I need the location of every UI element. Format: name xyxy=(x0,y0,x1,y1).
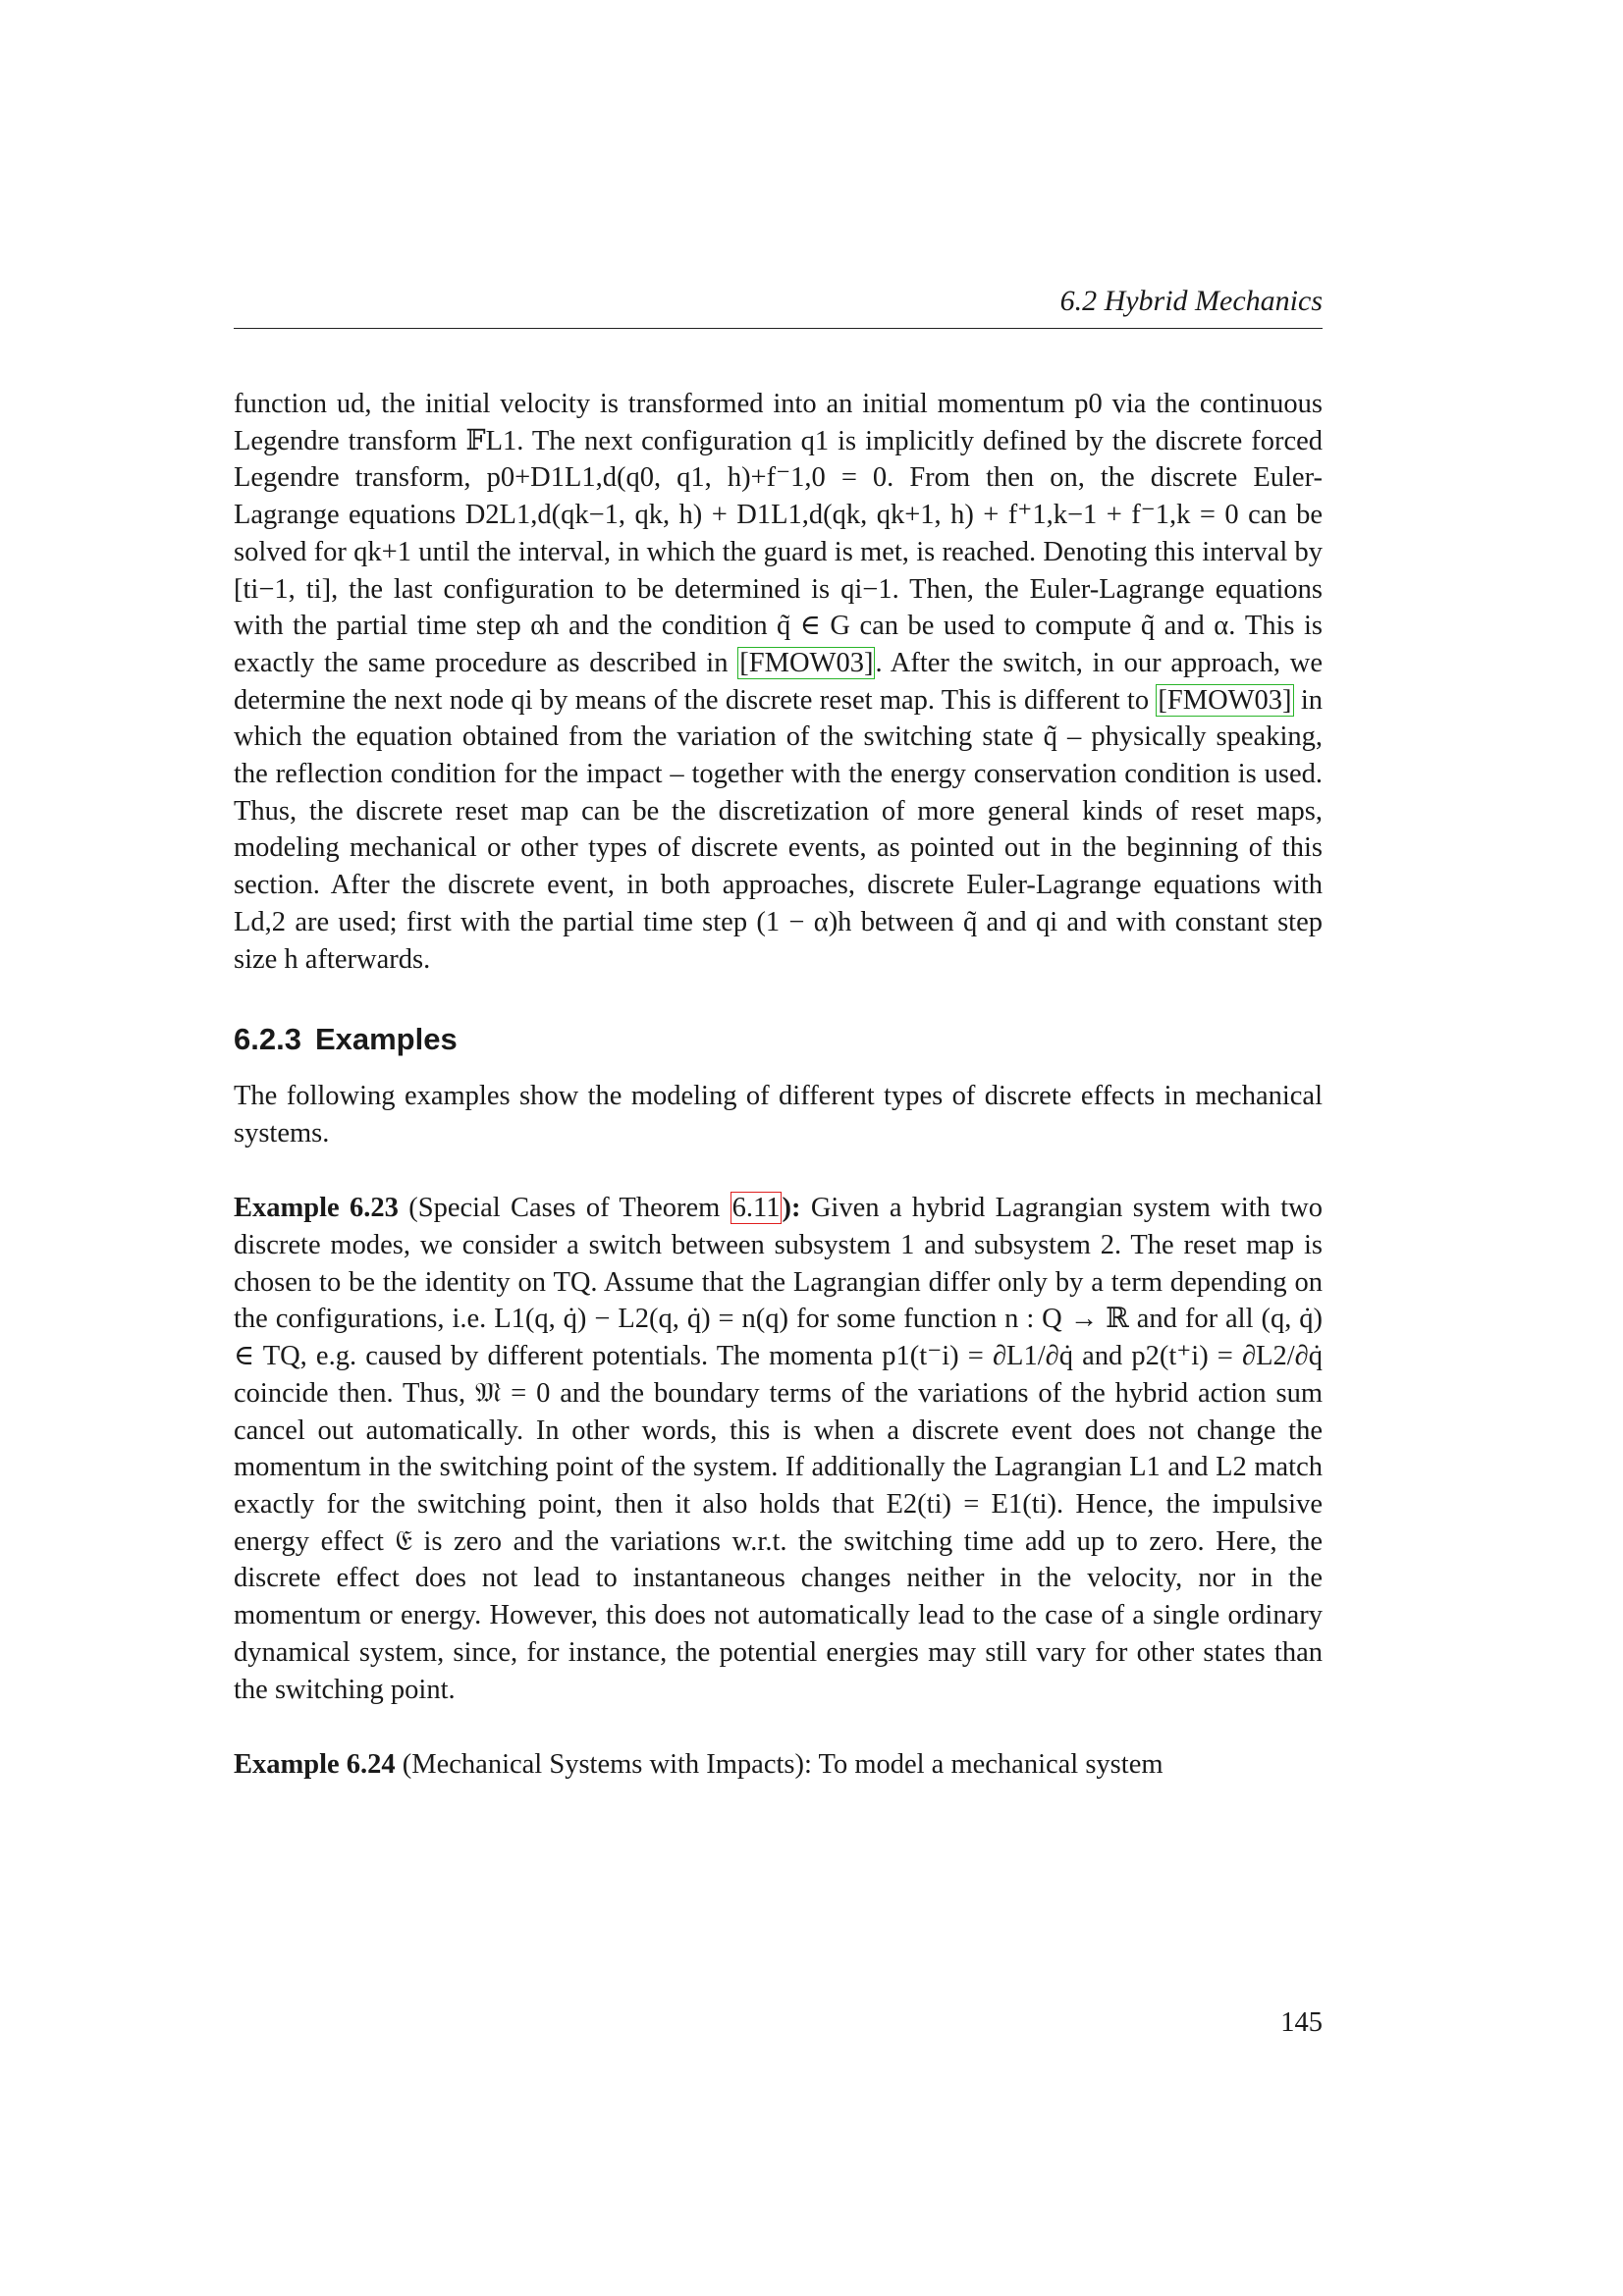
page-number: 145 xyxy=(1280,2007,1323,2038)
paragraph-2: The following examples show the modeling of different types of discrete effects in mechanical systems. xyxy=(234,1080,1323,1148)
example-6-23 xyxy=(234,1190,1323,1708)
header-title: 6.2 Hybrid Mechanics xyxy=(1059,285,1323,317)
example-6-23-text: Given a hybrid Lagrangian system with two discrete modes, we consider a switch between subsystem 1 and subsystem 2. The reset map is chosen to be the identity on TQ. Assume that the Lagrangian differ only by a term depending on the configurations, i.e. L1(q, q̇) − L2(q, q̇) = n(q) for some function n : Q → ℝ and for all (q, q̇) ∈ TQ, e.g. caused by different potentials. The momenta p1(t⁻i) = ∂L1/∂q̇ and p2(t⁺i) = ∂L2/∂q̇ coincide then. Thus, 𝔐 = 0 and the boundary terms of the variations of the hybrid action sum cancel out automatically. In other words, this is when a discrete event does not change the momentum in the switching point of the system. If additionally the Lagrangian L1 and L2 match exactly for the switching point, then it also holds that E2(ti) = E1(ti). Hence, the impulsive energy effect 𝔈 is zero and the variations w.r.t. the switching time add up to zero. Here, the discrete effect does not lead to instantaneous changes neither in the velocity, nor in the momentum or energy. However, this does not automatically lead to the case of a single ordinary dynamical system, since, for instance, the potential energies may still vary for other states than the switching point. xyxy=(234,1193,1324,1705)
section-heading xyxy=(234,1021,1323,1058)
example-6-24-paren: (Mechanical Systems with Impacts): xyxy=(402,1749,812,1781)
example-6-24 xyxy=(234,1746,1323,1784)
section-number: 6.2.3 xyxy=(234,1022,301,1057)
paragraph-1-text: function ud, the initial velocity is transformed into an initial momentum p0 via the continuous Legendre transform 𝔽L1. The next configuration q1 is implicitly defined by the discrete forced Legendre transform, p0+D1L1,d(q0, q1, h)+f⁻1,0 = 0. From then on, the discrete Euler-Lagrange equations D2L1,d(qk−1, qk, h) + D1L1,d(qk, qk+1, h) + f⁺1,k−1 + f⁻1,k = 0 can be solved for qk+1 until the interval, in which the guard is met, is reached. Denoting this interval by [ti−1, ti], the last configuration to be determined is qi−1. Then, the Euler-Lagrange equations with the partial time step αh and the condition q̃ ∈ G can be used to compute q̃ and α. This is exactly the same procedure as described in xyxy=(234,389,1323,678)
page-body xyxy=(234,386,1323,1784)
paragraph-1-cont: . After the switch, in our approach, we determine the next node qi by means of the discrete reset map. This is different to xyxy=(234,647,1323,716)
section-title: Examples xyxy=(314,1022,458,1057)
example-6-23-paren-close: ): xyxy=(782,1193,801,1224)
running-header xyxy=(234,285,1323,329)
example-6-23-paren-open: (Special Cases of Theorem xyxy=(408,1193,721,1224)
example-6-24-label: Example 6.24 xyxy=(234,1749,396,1781)
example-6-23-label: Example 6.23 xyxy=(234,1193,399,1224)
citation-fmow03-link-2[interactable]: [FMOW03] xyxy=(1158,684,1292,716)
theorem-6-11-link[interactable]: 6.11 xyxy=(731,1193,781,1224)
paragraph-1 xyxy=(234,386,1323,978)
paragraph-1-tail: in which the equation obtained from the variation of the switching state q̃ – physically speaking, the reflection condition for the impact – together with the energy conservation condition is used. Thus, the discrete reset map can be the discretization of more general kinds of reset maps, modeling mechanical or other types of discrete events, as pointed out in the beginning of this section. After the discrete event, in both approaches, discrete Euler-Lagrange equations with Ld,2 are used; first with the partial time step (1 − α)h between q̃ and qi and with constant step size h afterwards. xyxy=(234,684,1324,975)
citation-fmow03-link[interactable]: [FMOW03] xyxy=(739,647,874,678)
example-6-24-text: To model a mechanical system xyxy=(818,1749,1163,1781)
